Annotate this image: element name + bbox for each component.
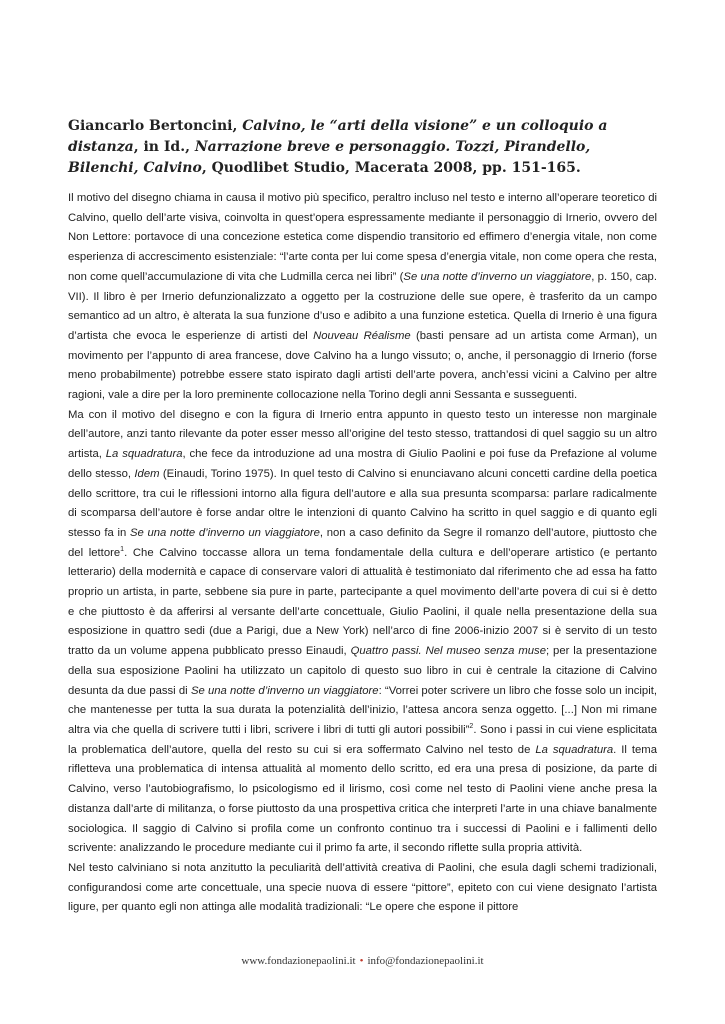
website-link[interactable]: www.fondazionepaolini.it — [241, 955, 356, 967]
publisher-info: , Quodlibet Studio, Macerata 2008, pp. 151-165. — [201, 160, 581, 176]
essay-title: Calvino, le “arti della visione” e un colloquio a distanza — [68, 118, 608, 155]
text-run: , che fece da introduzione ad una mostra di Giulio Paolini e poi fuse da Prefazione al volume dello stesso, — [68, 448, 657, 480]
italic-title: La squadratura — [105, 448, 183, 461]
text-run: Il motivo del disegno chiama in causa il motivo più specifico, peraltro incluso nel testo e interno all’operare teoretico di Calvino, quello dell’arte visiva, coinvolta in quest’opera espressamente mediante il personaggio di Irnerio, ovvero del Non Lettore: portavoce di una concezione estetica come dispendio transitorio ed effimero d’energia vitale, non come esperienza di accrescimento esistenziale: “l’arte conta per lui come spesa d’energia vitale, non come opera che resta, non come quell’accumulazione di vita che Ludmilla cerca nei libri” ( — [68, 192, 657, 283]
text-run: . Che Calvino toccasse allora un tema fondamentale della cultura e dell’operare artistico (e pertanto letterario) della modernità e capace di conservare valori di attualità è testimoniato dal riferimento che ad essa ha fatto proprio un artista, in parte, sebbene sia pure in parte, partecipante a quel movimento dell’arte povera di cui si è detto e che piuttosto è da afferirsi al versante dell’arte concettuale, Giulio Paolini, il quale nella presentazione della sua esposizione in quattro sedi (due a Parigi, due a New York) nell’arco di fine 2006-inizio 2007 si è servito di un testo tratto da un volume appena pubblicato presso Einaudi, — [68, 546, 657, 658]
text-run: , p. 150, cap. VII). Il libro è per Irnerio defunzionalizzato a oggetto per la costruzione delle sue opere, è trasferito da un campo semantico ad un altro, è alterata la sua funzione d’uso e adibito a una funzione estetica. Quella di Irnerio è una figura d’artista che evoca le esperienze di artisti del — [68, 270, 657, 342]
italic-title: La squadratura — [535, 743, 614, 756]
paragraph-2 — [68, 406, 657, 859]
text-run: Ma con il motivo del disegno e con la figura di Irnerio entra appunto in questo testo un interesse non marginale dell’autore, anzi tanto rilevante da poter esser messo all’origine del testo stesso, trattandosi di quel saggio su un altro artista, — [68, 408, 657, 461]
article-body — [68, 189, 657, 918]
text-run: (Einaudi, Torino 1975). In quel testo di Calvino si enunciavano alcuni concetti cardine della poetica dello scrittore, tra cui le riflessioni intorno alla figura dell’autore e alla sua presunta scomparsa: parlare radicalmente di scomparsa dell’autore è forse andar oltre le intenzioni di quanto Calvino ha scritto in quel saggio e di quanto egli stesso fa in — [68, 467, 658, 539]
text-run: Nel testo calviniano si nota anzitutto la peculiarità dell’attività creativa di Paolini, che esula dagli schemi tradizionali, configurandosi come arte concettuale, una specie nuova di essere “pittore”, epiteto con cui viene designato l’artista ligure, per quanto egli non attinga alle modalità tradizionali: “Le opere che espone il pittore — [68, 861, 657, 914]
paragraph-1 — [68, 189, 657, 406]
text-run: . Il tema rifletteva una problematica di intensa attualità al momento dello scritto, ed era una presa di posizione, da parte di Calvino, verso l’autobiografismo, lo psicologismo ed il lirismo, così come nel testo di Paolini viene anche presa la distanza dall’arte di militanza, o forse piuttosto da una prospettiva critica che interpreti l’arte in una chiave banalmente sociologica. Il saggio di Calvino si profila come un confronto continuo tra i successi di Paolini e i fallimenti dello scrivente: analizzando le procedure mediante cui il primo fa arte, il secondo riflette sulla propria attività. — [68, 743, 657, 855]
italic-term: Nouveau Réalisme — [313, 329, 411, 342]
author-name: Giancarlo Bertoncini, — [68, 118, 243, 134]
text-run: ; per la presentazione della sua esposizione Paolini ha utilizzato un capitolo di questo suo libro in cui è centrale la citazione di Calvino desunta da due passi di — [68, 645, 657, 697]
footnote-ref-1[interactable]: 1 — [120, 545, 125, 553]
email-link[interactable]: info@fondazionepaolini.it — [367, 955, 484, 967]
text-run: . Sono i passi in cui viene esplicitata la problematica dell’autore, quella del resto su cui si era soffermato Calvino nel testo de — [68, 723, 658, 756]
page-footer — [0, 955, 725, 967]
footnote-ref-2[interactable]: 2 — [469, 723, 474, 731]
bibliographic-heading — [68, 116, 658, 179]
heading-connector: , in Id., — [133, 139, 195, 155]
text-run: (basti pensare ad un artista come Arman), un movimento per l’appunto di area francese, dove Calvino ha a lungo vissuto; o, anche, il personaggio di Irnerio (forse meno probabilmente) potrebbe essere stato ispirato dagli artisti dell’arte povera, anch’essi vicini a Calvino per altre ragioni, vale a dire per la loro preminente collocazione nella Torino degli anni Sessanta e susseguenti. — [68, 329, 657, 402]
book-title: Narrazione breve e personaggio. Tozzi, Pirandello, Bilenchi, Calvino — [68, 139, 591, 176]
italic-title: Se una notte d’inverno un viaggiatore — [190, 684, 379, 697]
separator-dot: • — [359, 955, 364, 967]
italic-title: Se una notte d’inverno un viaggiatore — [129, 526, 320, 539]
text-run: : “Vorrei poter scrivere un libro che fosse solo un incipit, che mantenesse per tutta la sua durata la potenzialità dell’inizio, l’attesa ancora senza oggetto. [...] Non mi rimane altra via che quella di scrivere tutti i libri, scrivere i libri di tutti gli autori possibili” — [68, 684, 657, 736]
italic-title: Quattro passi. Nel museo senza muse — [350, 645, 546, 658]
italic-title: Se una notte d’inverno un viaggiatore — [403, 270, 592, 283]
text-run: , non a caso definito da Segre il romanzo dell’autore, piuttosto che del lettore — [68, 526, 657, 559]
paragraph-3 — [68, 859, 657, 918]
italic-title: Idem — [134, 467, 160, 480]
